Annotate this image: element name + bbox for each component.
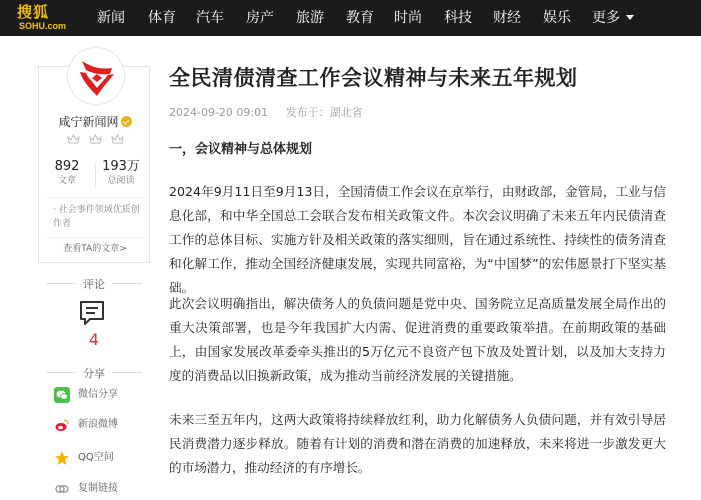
nav-item-entertainment[interactable]: 娱乐 (543, 10, 571, 26)
author-card (38, 66, 150, 263)
crown-badge-icon (67, 133, 80, 145)
comments-title (38, 276, 150, 292)
article-title: 全民清债清查工作会议精神与未来五年规划 (169, 66, 578, 90)
divider (46, 372, 76, 373)
divider (47, 197, 143, 198)
crown-badge-icon (89, 133, 102, 145)
nav-item-fashion[interactable]: 时尚 (394, 10, 422, 26)
share-title (38, 365, 150, 381)
article-meta (169, 104, 377, 120)
comments-label: 评论 (83, 278, 105, 291)
divider (112, 372, 142, 373)
divider (46, 283, 76, 284)
nav-more-button[interactable] (592, 0, 634, 36)
articles-count: 892 (54, 159, 80, 174)
share-copy-link-label: 复制链接 (78, 483, 118, 494)
link-icon (54, 481, 70, 497)
article-paragraph: 未来三至五年内，这两大政策将持续释放红利，助力化解债务人负债问题，并有效引导居民消费潜力逐步释放。随着有计划的消费和潜在消费的加速释放，未来将进一步激发更大的市场潜力，推动经济的有序增长。 (169, 412, 666, 475)
nav-item-education[interactable]: 教育 (346, 10, 374, 26)
articles-stat (42, 159, 92, 188)
nav-item-sports[interactable]: 体育 (148, 10, 176, 26)
reads-stat (96, 159, 146, 188)
reads-label: 总阅读 (107, 176, 135, 186)
qzone-icon (54, 450, 70, 466)
sohu-logo[interactable] (17, 3, 65, 33)
top-nav (0, 0, 701, 36)
share-wechat-label: 微信分享 (78, 389, 118, 400)
share-label: 分享 (83, 367, 105, 380)
weibo-icon (54, 417, 70, 433)
wechat-icon (54, 387, 70, 403)
verified-icon (121, 116, 132, 127)
author-description: · 社会事件领域优质创作者 (53, 205, 140, 229)
author-badges (63, 133, 127, 145)
article-paragraph: 2024年9月11日至9月13日，全国清债工作会议在京举行，由财政部，金管局，工业与信息化部，和中华全国总工会联合发布相关政策文件。本次会议明确了未来五年内民债清查工作的总体目标、实施方针及相关政策的落实细则，旨在通过系统性、持续性的债务清查和化解工作，推动全国经济健康发展，实现共同富裕，为“中国梦”的宏伟愿景打下坚实基础。 (169, 184, 666, 295)
logo-subtext: SOHU.com (19, 21, 67, 31)
author-name-text: 咸宁新闻网 (58, 115, 119, 129)
avatar[interactable] (67, 47, 125, 105)
nav-item-auto[interactable]: 汽车 (196, 10, 224, 26)
nav-item-travel[interactable]: 旅游 (296, 10, 324, 26)
comment-icon[interactable] (79, 300, 105, 326)
divider (112, 283, 142, 284)
view-articles-button[interactable]: 查看TA的文章> (47, 237, 143, 259)
article-paragraph: 此次会议明确指出，解决债务人的负债问题是党中央、国务院立足高质量发展全局作出的重大决策部署，也是今年我国扩大内需、促进消费的重要政策举措。在前期政策的基础上，由国家发展改革委牵头推出的5万亿元不良资产包下放及处置计划，以及加大支持力度的消费品以旧换新政策，成为推动当前经济发展的关键措施。 (169, 296, 666, 383)
avatar-logo-icon (68, 48, 125, 105)
comment-count[interactable]: 4 (88, 330, 100, 349)
share-qzone-label: QQ空间 (78, 452, 114, 463)
reads-count: 193万 (102, 159, 140, 174)
section-heading: 一，会议精神与总体规划 (169, 142, 313, 157)
publish-date: 2024-09-20 09:01 (169, 106, 269, 119)
crown-badge-icon (111, 133, 124, 145)
nav-item-news[interactable]: 新闻 (97, 10, 125, 26)
share-weibo-label: 新浪微博 (78, 419, 118, 430)
nav-item-finance[interactable]: 财经 (493, 10, 521, 26)
author-name[interactable] (49, 113, 141, 130)
articles-label: 文章 (57, 176, 76, 186)
chevron-down-icon (626, 15, 634, 20)
publish-location: 发布于：湖北省 (285, 106, 363, 119)
nav-item-house[interactable]: 房产 (246, 10, 274, 26)
nav-item-tech[interactable]: 科技 (444, 10, 472, 26)
logo-text: 搜狐 (17, 3, 50, 21)
nav-more-label: 更多 (592, 10, 620, 26)
